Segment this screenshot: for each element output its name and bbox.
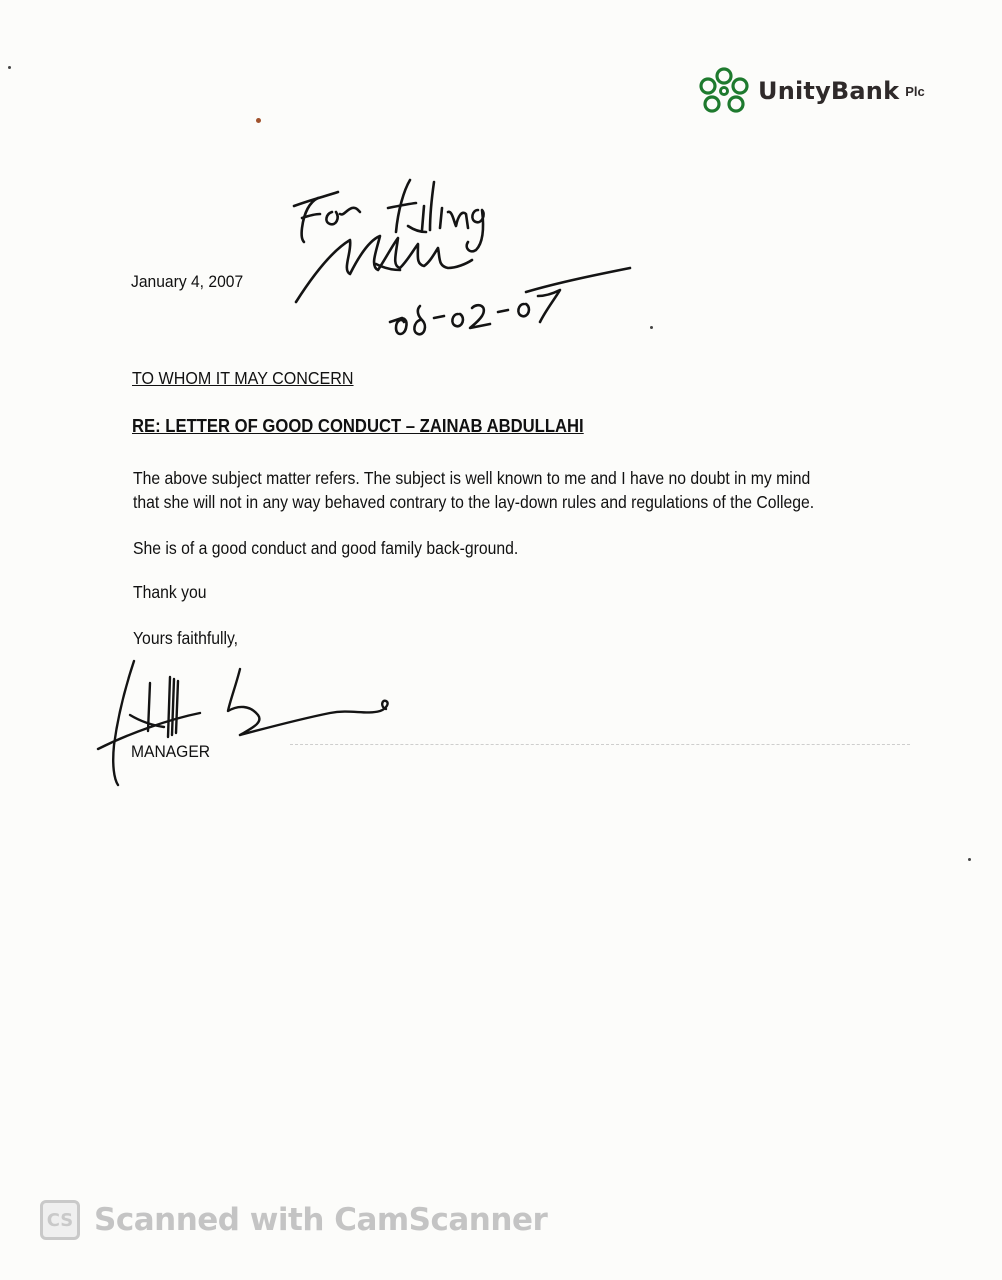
body-paragraph-2: She is of a good conduct and good family back-ground. [133,538,519,558]
watermark-text: Scanned with CamScanner [94,1202,548,1238]
brand-suffix: Plc [905,83,925,99]
closing-text: Thank you [133,582,207,602]
unity-bank-logo [696,66,925,116]
camscanner-watermark [40,1200,547,1240]
scan-speck [968,858,971,861]
letter-date: January 4, 2007 [131,272,244,291]
sign-off: Yours faithfully, [133,628,239,648]
handwritten-filing-annotation [280,170,650,350]
manager-signature [90,655,410,795]
body-paragraph-1 [133,466,814,514]
signatory-title: MANAGER [131,742,211,761]
camscanner-badge-icon: CS [40,1200,80,1240]
scan-speck [650,326,653,329]
body-line-1: The above subject matter refers. The subject is well known to me and I have no doubt in my mind [133,468,811,488]
body-line-2: that she will not in any way behaved contrary to the lay-down rules and regulations of the College. [133,492,815,512]
salutation: TO WHOM IT MAY CONCERN [132,368,354,388]
scan-speck [8,66,11,69]
letter-subject: RE: LETTER OF GOOD CONDUCT – ZAINAB ABDULLAHI [132,415,584,436]
faint-scan-line [290,744,910,745]
brand-name: UnityBank [758,77,900,105]
scan-speck [256,118,261,123]
flower-logo-icon [696,66,752,116]
